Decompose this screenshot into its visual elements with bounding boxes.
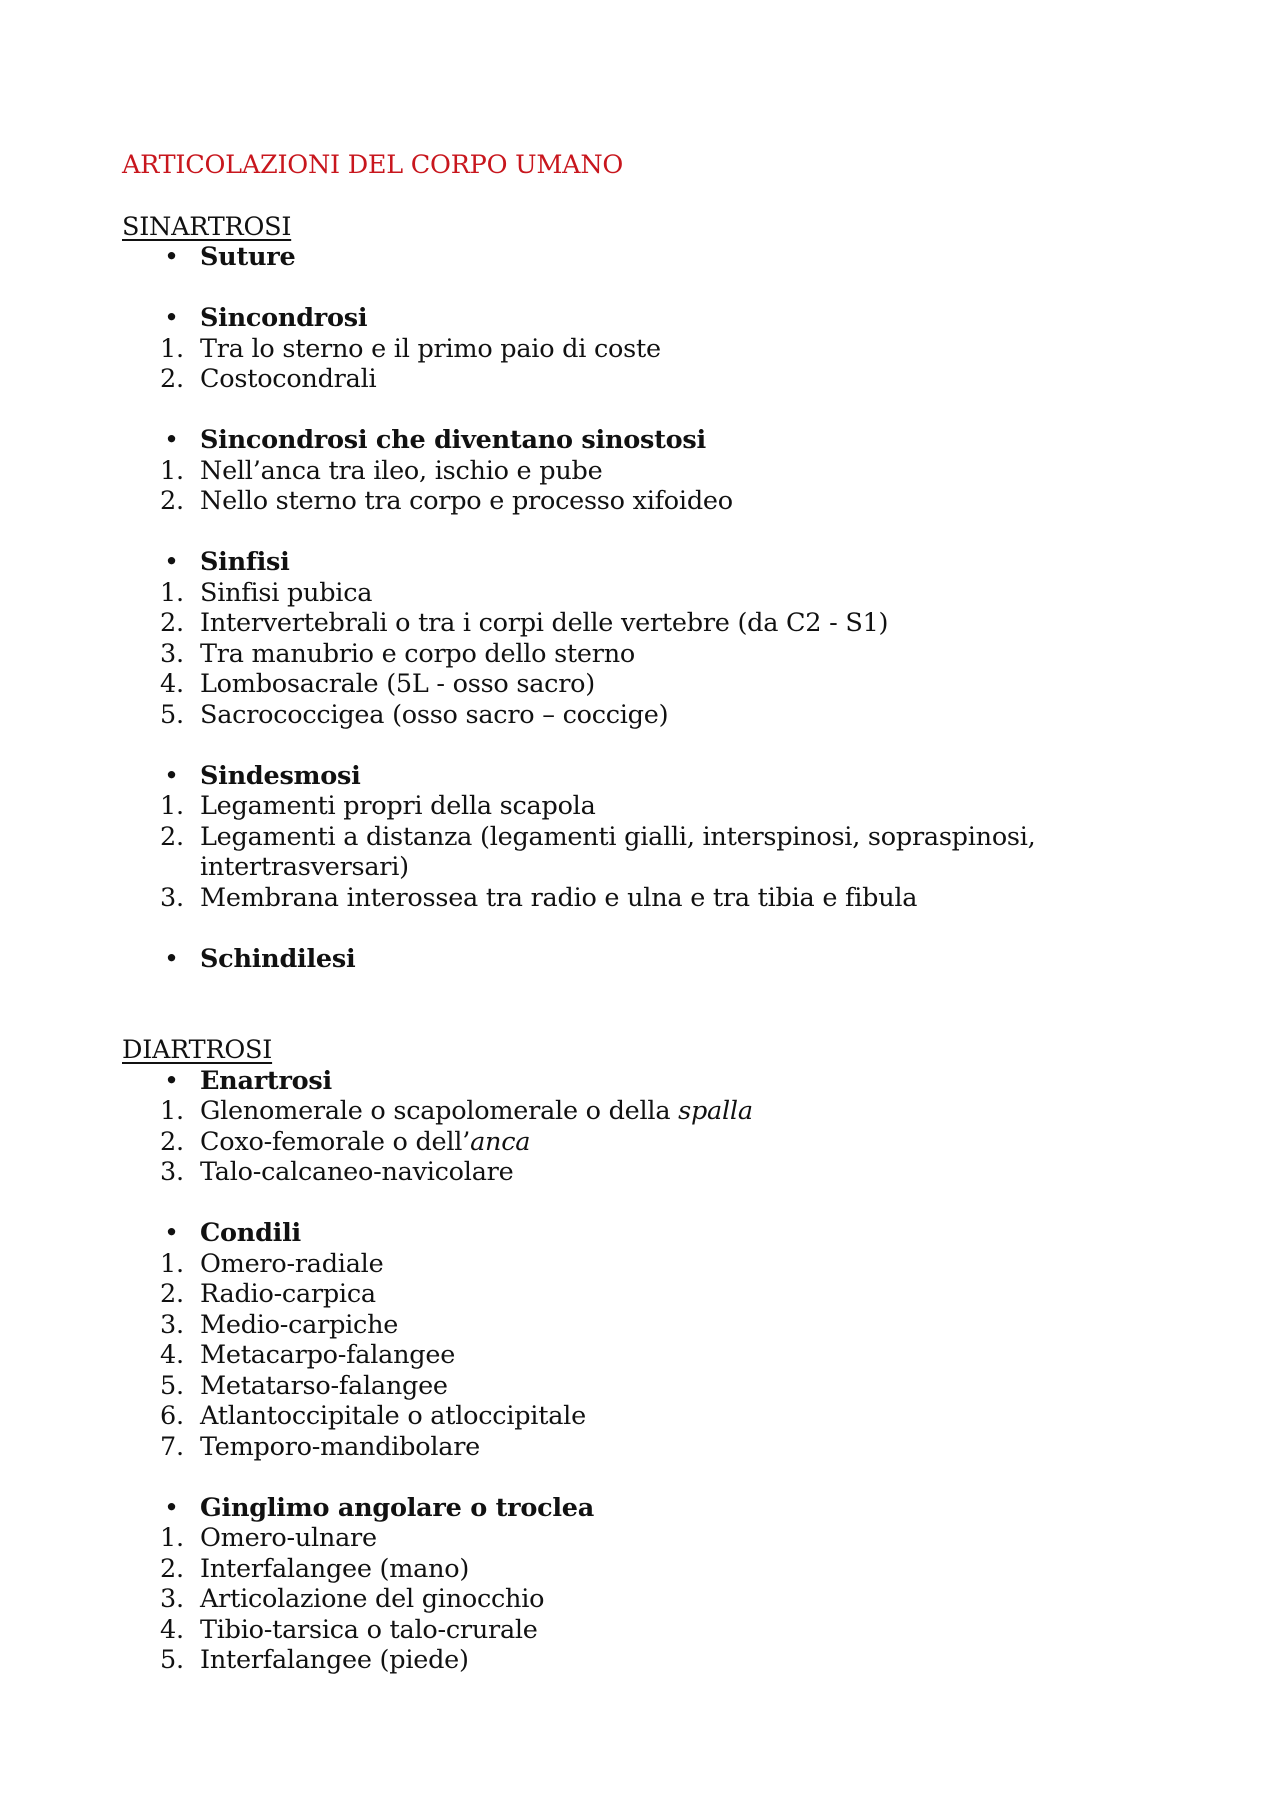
group-heading-label: Sindesmosi — [200, 760, 361, 791]
list-item — [122, 1279, 1162, 1310]
list-item — [122, 578, 1162, 609]
list-item — [122, 1615, 1162, 1646]
list-item-number: 5. — [160, 1645, 184, 1675]
list-item — [122, 1584, 1162, 1615]
list-item-number: 2. — [160, 1126, 184, 1157]
list-item-number: 5. — [160, 699, 184, 730]
list-item-number: 2. — [160, 821, 184, 852]
joint-group — [122, 425, 1162, 517]
group-heading — [122, 1218, 1162, 1249]
list-item-text: Glenomerale o scapolomerale o della spalla — [200, 1096, 753, 1126]
list-item — [122, 1157, 1162, 1188]
list-item-text: Metacarpo-falangee — [200, 1340, 456, 1370]
group-heading — [122, 242, 1162, 273]
list-item — [122, 608, 1162, 639]
group-heading-label: Sincondrosi — [200, 303, 368, 333]
list-item-text: Sacrococcigea (osso sacro – coccige) — [200, 699, 669, 730]
list-item-text: Legamenti propri della scapola — [200, 791, 596, 821]
joint-group — [122, 1493, 1162, 1676]
group-heading — [122, 425, 1162, 456]
group-heading — [122, 944, 1162, 975]
list-item-text: Legamenti a distanza (legamenti gialli, interspinosi, sopraspinosi, intertrasversari) — [200, 821, 1036, 882]
group-heading-label: Suture — [200, 242, 296, 272]
list-item-text: Intervertebrali o tra i corpi delle vertebre (da C2 - S1) — [200, 608, 889, 638]
joint-group — [122, 242, 1162, 273]
group-heading-label: Condili — [200, 1218, 301, 1248]
list-item-number: 1. — [160, 577, 184, 608]
bullet-icon: • — [164, 303, 179, 333]
joint-group — [122, 1218, 1162, 1462]
list-item-emphasis: anca — [470, 1126, 531, 1157]
list-item — [122, 883, 1162, 914]
list-item-number: 5. — [160, 1370, 184, 1401]
list-item-number: 4. — [160, 1614, 184, 1645]
list-item-text: Omero-radiale — [200, 1248, 384, 1279]
list-item-text: Nell’anca tra ileo, ischio e pube — [200, 455, 603, 486]
list-item-text: Omero-ulnare — [200, 1523, 377, 1553]
joint-group — [122, 547, 1162, 730]
list-item — [122, 334, 1162, 365]
list-item-text: Articolazione del ginocchio — [200, 1584, 545, 1614]
bullet-icon: • — [164, 547, 179, 577]
list-item-number: 2. — [160, 1553, 184, 1584]
list-item-number: 1. — [160, 455, 184, 486]
list-item-text: Membrana interossea tra radio e ulna e tra tibia e fibula — [200, 882, 918, 913]
list-item — [122, 791, 1162, 822]
list-item — [122, 639, 1162, 670]
list-item-number: 2. — [160, 1279, 184, 1309]
group-heading-label: Schindilesi — [200, 943, 356, 974]
group-heading — [122, 303, 1162, 334]
list-item-number: 3. — [160, 1309, 184, 1340]
list-item-number: 1. — [160, 791, 184, 821]
list-item-text: Radio-carpica — [200, 1279, 376, 1309]
list-item-number: 6. — [160, 1401, 184, 1431]
list-item-text: Coxo-femorale o dell’anca — [200, 1126, 531, 1157]
joint-group — [122, 761, 1162, 914]
list-item — [122, 700, 1162, 731]
list-item-number: 4. — [160, 669, 184, 699]
bullet-icon: • — [164, 242, 179, 272]
bullet-icon: • — [164, 1492, 179, 1523]
list-item-text: Temporo-mandibolare — [200, 1431, 480, 1462]
group-heading-label: Enartrosi — [200, 1065, 332, 1096]
list-item-number: 3. — [160, 882, 184, 913]
joint-group — [122, 1066, 1162, 1188]
list-item — [122, 486, 1162, 517]
list-item-number: 3. — [160, 1584, 184, 1614]
list-item — [122, 364, 1162, 395]
list-item-number: 2. — [160, 364, 184, 394]
list-item-number: 1. — [160, 333, 184, 364]
list-item-text: Tra manubrio e corpo dello sterno — [200, 638, 635, 669]
list-item-text: Tibio-tarsica o talo-crurale — [200, 1614, 538, 1645]
group-heading — [122, 761, 1162, 792]
list-item-text: Costocondrali — [200, 364, 377, 394]
list-item — [122, 1127, 1162, 1158]
list-item-text: Interfalangee (mano) — [200, 1553, 470, 1584]
list-item-text: Interfalangee (piede) — [200, 1645, 469, 1675]
list-item — [122, 1401, 1162, 1432]
list-item — [122, 1340, 1162, 1371]
list-item — [122, 669, 1162, 700]
list-item-text: Lombosacrale (5L - osso sacro) — [200, 669, 595, 699]
group-heading — [122, 1493, 1162, 1524]
sections-container — [122, 212, 1162, 1676]
group-heading — [122, 547, 1162, 578]
bullet-icon: • — [164, 943, 179, 974]
list-item — [122, 1371, 1162, 1402]
list-item — [122, 1249, 1162, 1280]
list-item — [122, 1645, 1162, 1676]
bullet-icon: • — [164, 760, 179, 791]
document-title: ARTICOLAZIONI DEL CORPO UMANO — [122, 150, 624, 180]
list-item-number: 1. — [160, 1096, 184, 1126]
list-item-text: Tra lo sterno e il primo paio di coste — [200, 333, 661, 364]
list-item — [122, 456, 1162, 487]
list-item-number: 2. — [160, 608, 184, 638]
section-heading: SINARTROSI — [122, 211, 292, 242]
group-heading-label: Sincondrosi che diventano sinostosi — [200, 425, 706, 455]
list-item — [122, 1523, 1162, 1554]
list-item-number: 4. — [160, 1340, 184, 1370]
list-item-text: Atlantoccipitale o atloccipitale — [200, 1401, 586, 1431]
section-heading: DIARTROSI — [122, 1035, 273, 1065]
bullet-icon: • — [164, 1065, 179, 1096]
list-item-number: 3. — [160, 1157, 184, 1187]
list-item — [122, 1432, 1162, 1463]
group-heading — [122, 1066, 1162, 1097]
list-item-text: Medio-carpiche — [200, 1309, 399, 1340]
list-item-text: Metatarso-falangee — [200, 1370, 448, 1401]
list-item — [122, 822, 1162, 883]
list-item — [122, 1096, 1162, 1127]
list-item-text: Talo-calcaneo-navicolare — [200, 1157, 514, 1187]
bullet-icon: • — [164, 1218, 179, 1248]
joint-group — [122, 944, 1162, 975]
list-item-number: 3. — [160, 638, 184, 669]
list-item-number: 1. — [160, 1523, 184, 1553]
list-item-number: 7. — [160, 1431, 184, 1462]
list-item-number: 1. — [160, 1248, 184, 1279]
document-page — [122, 150, 1162, 1676]
group-heading-label: Ginglimo angolare o troclea — [200, 1492, 595, 1523]
list-item-text: Nello sterno tra corpo e processo xifoideo — [200, 486, 733, 516]
bullet-icon: • — [164, 425, 179, 455]
list-item-number: 2. — [160, 486, 184, 516]
list-item-emphasis: spalla — [678, 1096, 753, 1126]
joint-group — [122, 303, 1162, 395]
list-item-text: Sinfisi pubica — [200, 577, 373, 608]
list-item — [122, 1310, 1162, 1341]
group-heading-label: Sinfisi — [200, 547, 290, 577]
list-item — [122, 1554, 1162, 1585]
